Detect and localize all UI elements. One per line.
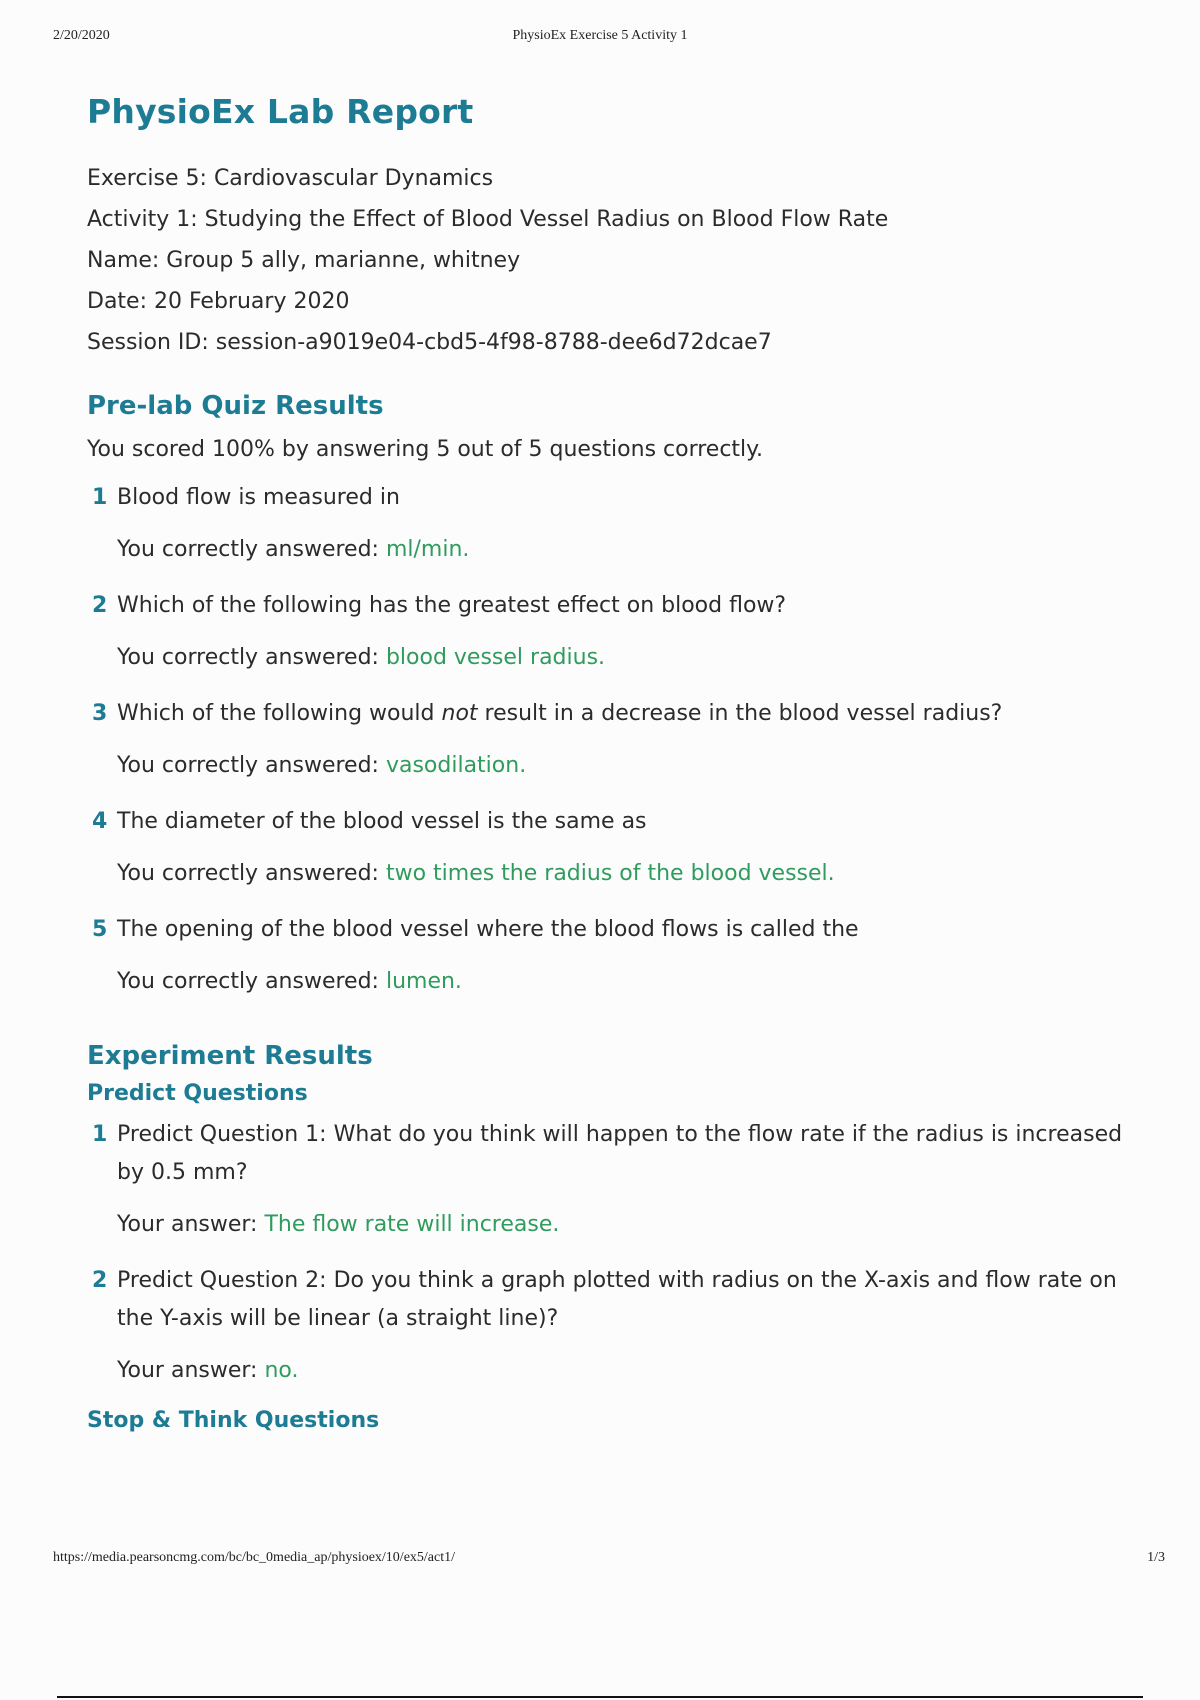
answer-value: lumen. xyxy=(385,969,462,994)
print-footer xyxy=(53,1550,1165,1570)
name-line: Name: Group 5 ally, marianne, whitney xyxy=(87,248,521,273)
question-text: Predict Question 1: What do you think will happen to the flow rate if the radius is increased by 0.5 mm? xyxy=(117,1122,1123,1185)
question-number: 3 xyxy=(92,701,108,726)
predict-question xyxy=(87,1116,1147,1244)
question-answer xyxy=(117,963,1147,1001)
answer-prefix: You correctly answered: xyxy=(117,969,386,994)
question-text: Blood flow is measured in xyxy=(117,485,400,510)
answer-prefix: You correctly answered: xyxy=(117,753,386,778)
predict-question-list xyxy=(87,1116,1147,1390)
prelab-question-list xyxy=(87,479,1147,1001)
question-text: Predict Question 2: Do you think a graph plotted with radius on the X-axis and flow rate on the Y-axis will be linear (a straight line)? xyxy=(117,1268,1117,1331)
question-answer xyxy=(117,531,1147,569)
answer-value: blood vessel radius. xyxy=(385,645,606,670)
question-answer xyxy=(117,1352,1147,1390)
print-header xyxy=(53,28,1147,48)
question-number: 4 xyxy=(92,809,108,834)
question-number: 1 xyxy=(92,485,108,510)
prelab-heading: Pre-lab Quiz Results xyxy=(87,391,384,421)
prelab-question xyxy=(87,479,1147,569)
prelab-question xyxy=(87,695,1147,785)
question-number: 2 xyxy=(92,593,108,618)
stop-think-heading: Stop & Think Questions xyxy=(87,1408,380,1433)
question-answer xyxy=(117,639,1147,677)
answer-value: vasodilation. xyxy=(385,753,527,778)
answer-value: The flow rate will increase. xyxy=(264,1212,560,1237)
predict-heading: Predict Questions xyxy=(87,1081,308,1106)
answer-prefix: You correctly answered: xyxy=(117,537,386,562)
question-text xyxy=(117,695,1147,733)
answer-prefix: Your answer: xyxy=(117,1212,265,1237)
exercise-line: Exercise 5: Cardiovascular Dynamics xyxy=(87,166,494,191)
question-answer xyxy=(117,855,1147,893)
question-text: The diameter of the blood vessel is the same as xyxy=(117,809,647,834)
question-text: Which of the following has the greatest effect on blood flow? xyxy=(117,593,787,618)
answer-prefix: You correctly answered: xyxy=(117,645,386,670)
question-number: 5 xyxy=(92,917,108,942)
question-text: The opening of the blood vessel where the blood flows is called the xyxy=(117,917,859,942)
print-title: PhysioEx Exercise 5 Activity 1 xyxy=(512,28,688,43)
page-number: 1/3 xyxy=(1147,1550,1165,1565)
question-answer xyxy=(117,1206,1147,1244)
answer-value: ml/min. xyxy=(385,537,470,562)
question-number: 1 xyxy=(92,1122,108,1147)
question-text-part: Which of the following would xyxy=(117,701,442,726)
prelab-summary: You scored 100% by answering 5 out of 5 questions correctly. xyxy=(87,437,764,462)
report-meta xyxy=(87,158,1147,363)
prelab-question xyxy=(87,587,1147,677)
date-line: Date: 20 February 2020 xyxy=(87,289,350,314)
prelab-question xyxy=(87,911,1147,1001)
question-text-emphasis: not xyxy=(441,701,478,726)
experiment-heading: Experiment Results xyxy=(87,1041,373,1071)
page-bottom-rule xyxy=(57,1696,1143,1698)
report-title: PhysioEx Lab Report xyxy=(87,92,474,131)
answer-prefix: Your answer: xyxy=(117,1358,265,1383)
activity-line: Activity 1: Studying the Effect of Blood Vessel Radius on Blood Flow Rate xyxy=(87,207,889,232)
answer-value: two times the radius of the blood vessel. xyxy=(385,861,835,886)
prelab-question xyxy=(87,803,1147,893)
answer-prefix: You correctly answered: xyxy=(117,861,386,886)
predict-question xyxy=(87,1262,1147,1390)
print-date: 2/20/2020 xyxy=(53,28,110,43)
question-text-part: result in a decrease in the blood vessel radius? xyxy=(477,701,1003,726)
report-content xyxy=(87,92,1147,1433)
print-url[interactable]: https://media.pearsoncmg.com/bc/bc_0media_ap/physioex/10/ex5/act1/ xyxy=(53,1550,456,1565)
question-number: 2 xyxy=(92,1268,108,1293)
session-id-line: Session ID: session-a9019e04-cbd5-4f98-8788-dee6d72dcae7 xyxy=(87,330,772,355)
question-answer xyxy=(117,747,1147,785)
answer-value: no. xyxy=(264,1358,299,1383)
